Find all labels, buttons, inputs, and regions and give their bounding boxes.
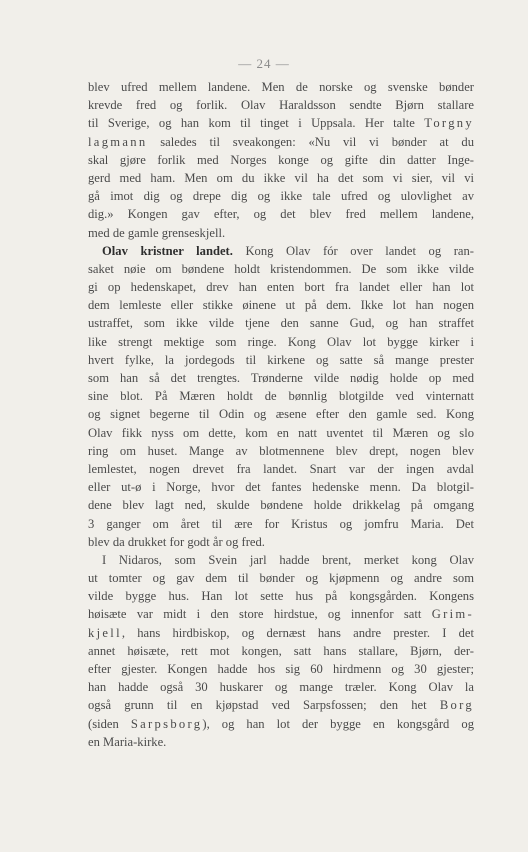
text-line xyxy=(88,587,474,605)
line-text: ), og han lot der bygge en kongsgård og xyxy=(202,716,474,731)
line-text: ring om huset. Mange av blotmennene blev drept, nogen blev xyxy=(88,443,474,458)
text-line xyxy=(88,78,474,96)
line-text: saket nøie om bøndene holdt kristendommen. De som ikke vilde xyxy=(88,261,474,276)
line-text: eller ut-ø i Norge, hvor det fantes hedenske menn. Da blotgil- xyxy=(88,480,474,495)
text-line xyxy=(88,533,474,551)
text-line xyxy=(88,187,474,205)
text-line xyxy=(88,96,474,114)
text-line xyxy=(88,605,474,623)
line-text: hvert fylke, la jordegods til kirkene og satte så mange prester xyxy=(88,352,474,367)
line-text: I Nidaros, som Svein jarl hadde brent, merket kong Olav xyxy=(102,552,474,567)
text-line xyxy=(88,460,474,478)
text-line xyxy=(88,333,474,351)
line-text: annet høisæte, rett mot kongen, satt hans stallare, Bjørn, der- xyxy=(88,643,474,658)
text-line xyxy=(88,660,474,678)
text-line xyxy=(88,351,474,369)
line-text: Olav fikk nyss om dette, kom en natt uventet til Mæren og slo xyxy=(88,425,474,440)
line-text: til Sverige, og han kom til tinget i Uppsala. Her talte xyxy=(88,116,425,131)
text-line xyxy=(88,151,474,169)
text-line xyxy=(88,205,474,223)
text-line xyxy=(88,696,474,714)
line-text: dig.» Kongen gav efter, og det blev fred mellem landene, xyxy=(88,207,474,222)
line-text: 3 ganger om året til ære for Kristus og jomfru Maria. Det xyxy=(88,516,474,531)
line-text: gerd med ham. Men om du ikke vil ha det som vi sier, vil vi xyxy=(88,170,474,185)
body-text xyxy=(88,78,474,751)
text-line xyxy=(88,496,474,514)
line-text: krevde fred og forlik. Olav Haraldsson sendte Bjørn stallare xyxy=(88,98,474,113)
line-text: dem lemleste eller stikke øinene ut på dem. Ikke lot han nogen xyxy=(88,298,474,313)
text-line xyxy=(88,114,474,132)
text-line xyxy=(88,278,474,296)
text-line xyxy=(88,442,474,460)
line-text: , hans hirdbiskop, og dernæst hans andre prester. I det xyxy=(121,625,474,640)
line-text: saledes til sveakongen: «Nu vil vi bønder at du xyxy=(147,134,474,149)
line-text: sine blot. På Mæren holdt de bønnlig blotgilde ved vinternatt xyxy=(88,389,474,404)
line-text: og signet begerne til Odin og æsene efter den gamle sed. Kong xyxy=(88,407,474,422)
page-number: — 24 — xyxy=(238,56,290,71)
text-line xyxy=(88,133,474,151)
line-text: Kong Olav fór over landet og ran- xyxy=(232,243,474,258)
text-line xyxy=(88,224,474,242)
line-text: dene blev lagt ned, skulde bøndene holde drikkelag på omgang xyxy=(88,498,474,513)
emphasized-name: lagmann xyxy=(88,134,148,149)
line-text: også grunn til en kjøpstad ved Sarpsfossen; den het xyxy=(88,698,440,713)
text-line xyxy=(88,387,474,405)
text-line xyxy=(88,624,474,642)
text-line xyxy=(88,715,474,733)
line-text: med de gamle grenseskjell. xyxy=(88,225,226,240)
section-heading: Olav kristner landet. xyxy=(102,243,233,258)
text-line xyxy=(88,405,474,423)
text-line xyxy=(88,551,474,569)
text-line xyxy=(88,260,474,278)
text-line xyxy=(88,242,474,260)
line-text: som han så det trengtes. Trønderne vilde nødig holde op med xyxy=(88,371,474,385)
line-text: like strengt mektige som ringe. Kong Olav lot bygge kirker i xyxy=(88,334,474,349)
text-line xyxy=(88,424,474,442)
line-text: ut tomter og gav dem til bønder og kjøpmenn og andre som xyxy=(88,571,474,586)
text-line xyxy=(88,296,474,314)
line-text: lemlestet, nogen drevet fra landet. Snart var der ingen avdal xyxy=(88,461,474,476)
line-text: skal gjøre forlik med Norges konge og gifte din datter Inge- xyxy=(88,152,474,167)
line-text: gå imot dig og drepe dig og ikke tale ufred og ulovlighet av xyxy=(88,189,474,204)
line-text: blev da drukket for godt år og fred. xyxy=(88,534,265,549)
line-text: gi op hedenskapet, drev han enten bort fra landet eller han lot xyxy=(88,280,474,295)
text-line xyxy=(88,678,474,696)
line-text: efter gjester. Kongen hadde hos sig 60 hirdmenn og 30 gjester; xyxy=(88,662,474,676)
text-line xyxy=(88,169,474,187)
text-line xyxy=(88,733,474,751)
emphasized-name: Grim- xyxy=(431,607,474,622)
line-text: høisæte var midt i den store hirdstue, og innenfor satt xyxy=(88,607,432,622)
line-text: (siden xyxy=(88,716,131,731)
text-line xyxy=(88,515,474,533)
emphasized-name: Borg xyxy=(439,698,474,713)
text-line xyxy=(88,369,474,387)
text-line xyxy=(88,642,474,660)
emphasized-name: kjell xyxy=(88,625,122,640)
line-text: ustraffet, som ikke vilde tjene den sanne Gud, og han straffet xyxy=(88,316,474,331)
line-text: vilde bygge hus. Han lot sette hus på kongsgården. Kongens xyxy=(88,589,474,604)
text-line xyxy=(88,478,474,496)
line-text: han hadde også 30 huskarer og mange træler. Kong Olav la xyxy=(88,680,474,695)
emphasized-name: Torgny xyxy=(424,116,474,131)
emphasized-name: Sarpsborg xyxy=(130,716,203,731)
text-line xyxy=(88,569,474,587)
line-text: blev ufred mellem landene. Men de norske og svenske bønder xyxy=(88,80,474,94)
text-line xyxy=(88,314,474,332)
line-text: en Maria-kirke. xyxy=(88,734,167,749)
